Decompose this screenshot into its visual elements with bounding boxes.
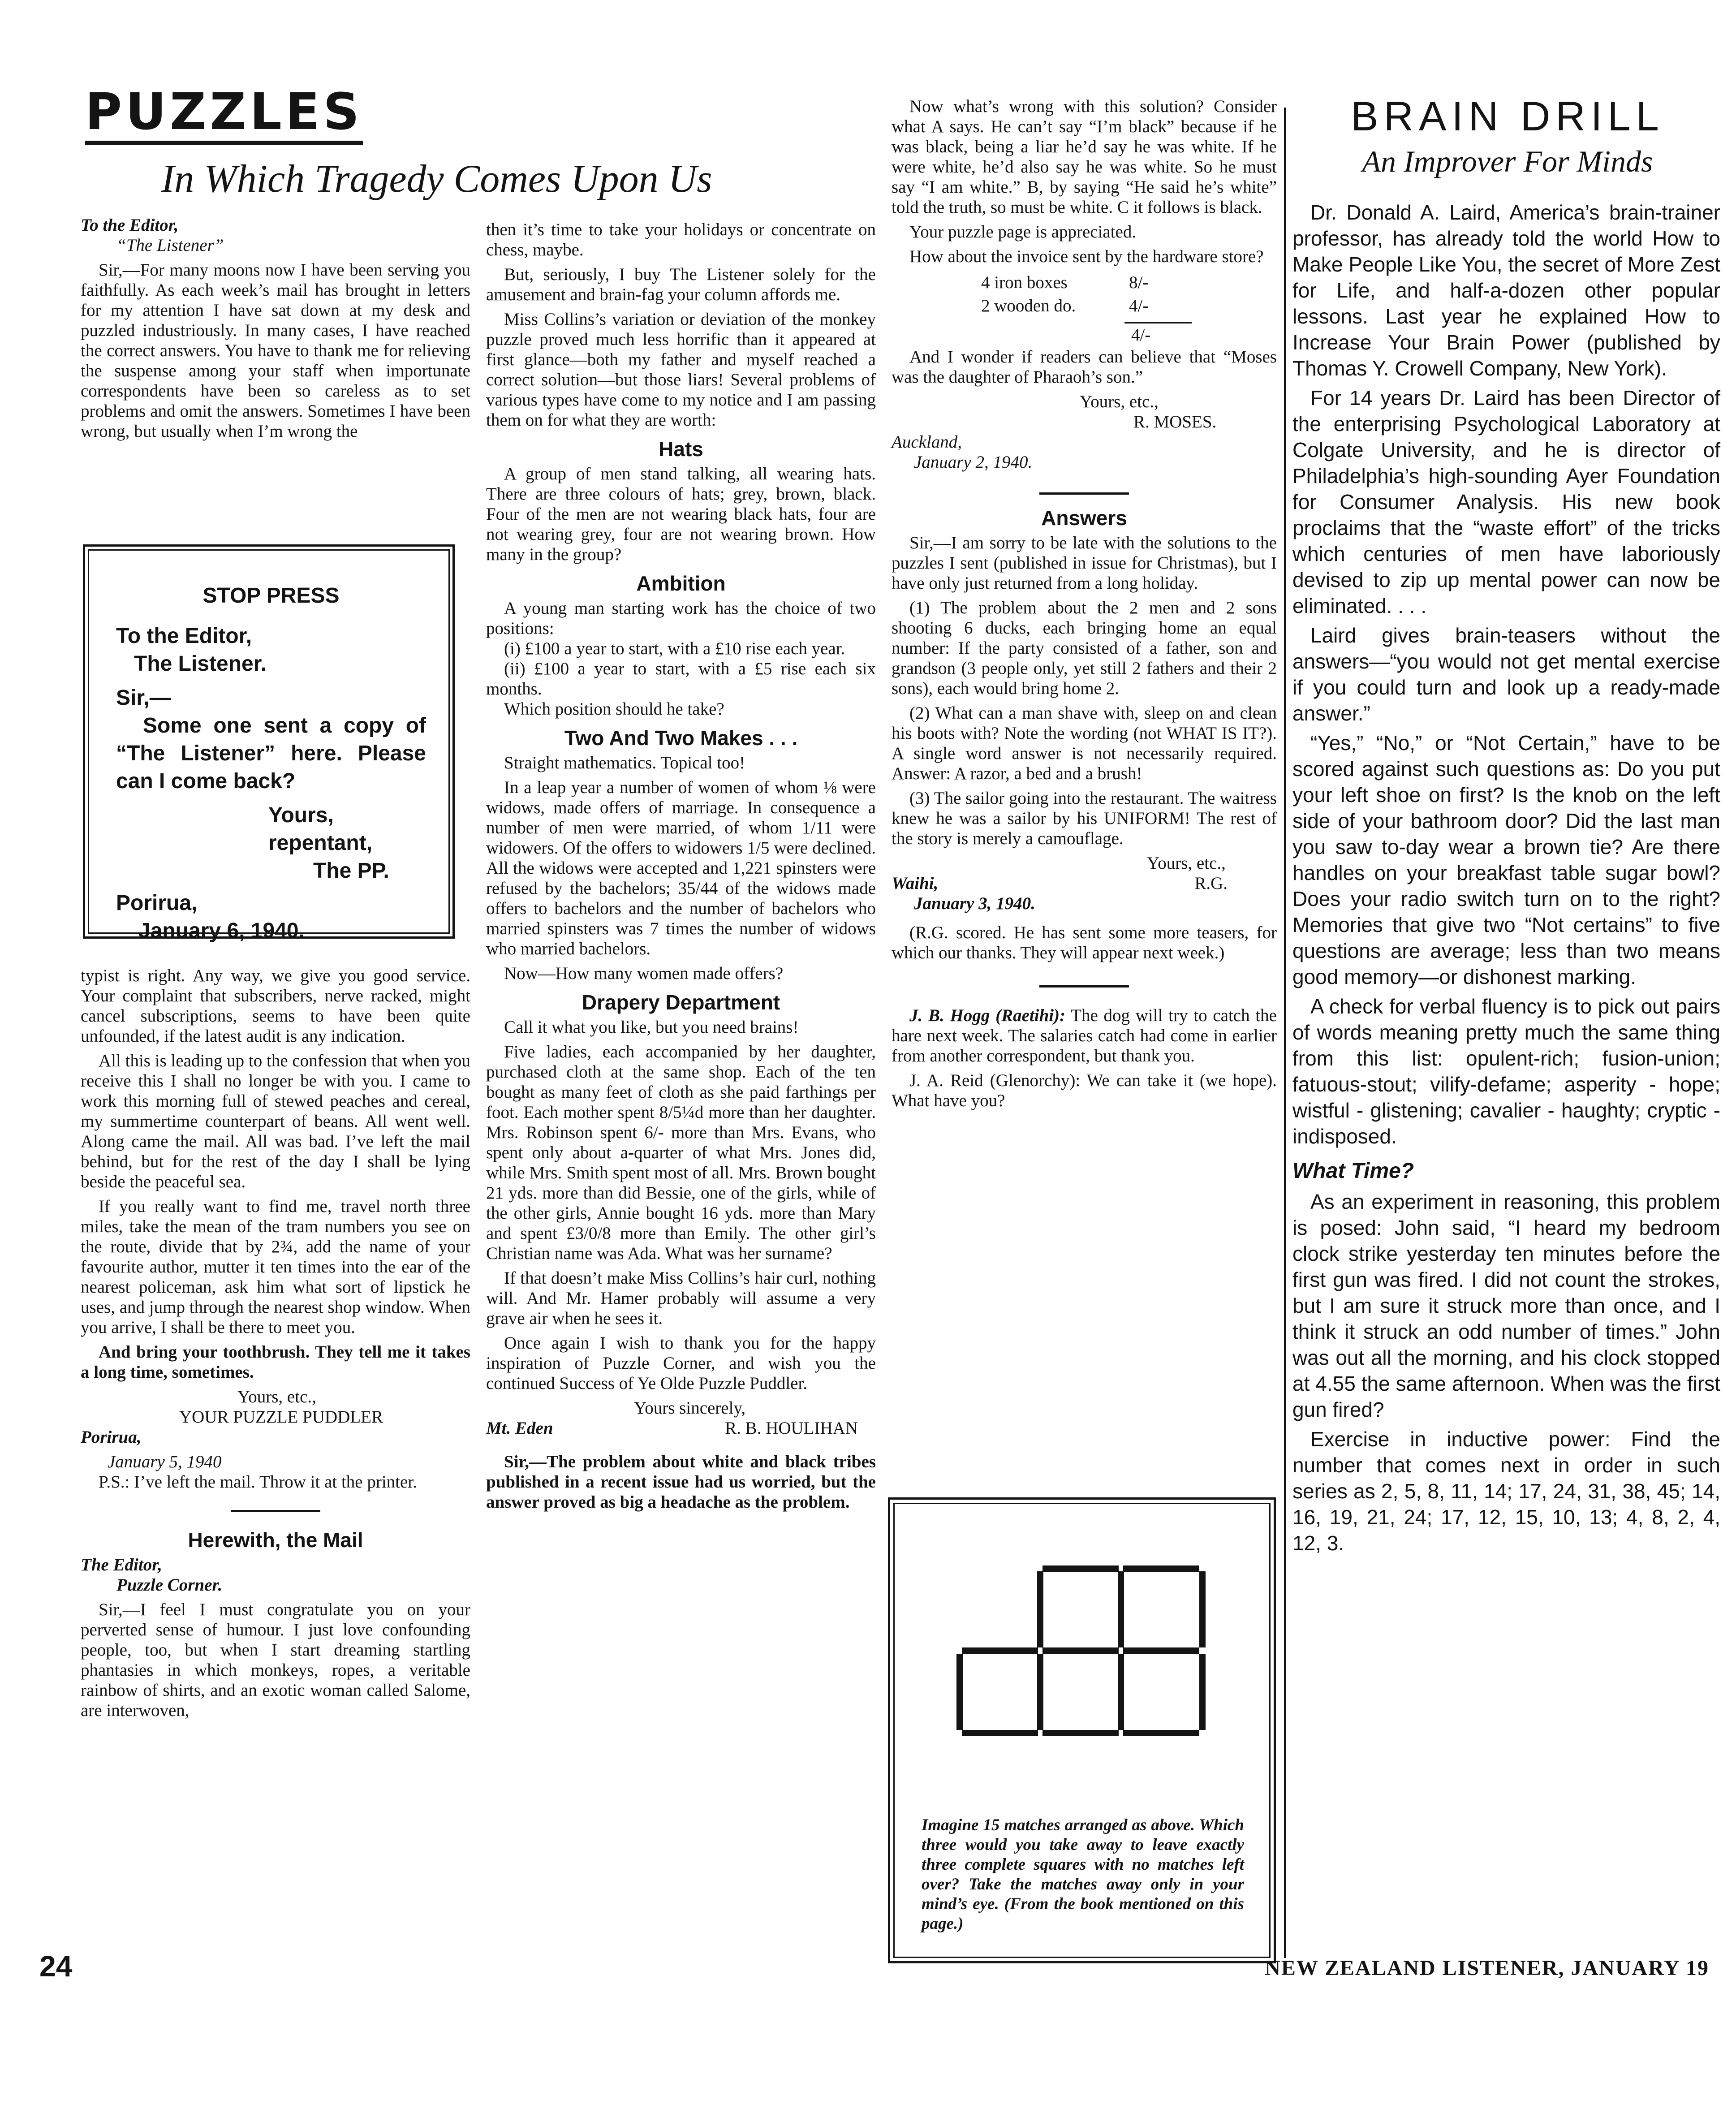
match-5 — [1199, 1571, 1206, 1647]
stop-press-line7: Porirua, — [116, 891, 198, 915]
brain-drill-body — [1292, 199, 1720, 1560]
invoice-total: 4/- — [1131, 325, 1151, 345]
answers-date: January 3, 1940. — [914, 894, 1035, 913]
match-14 — [1042, 1730, 1119, 1736]
match-10 — [1037, 1654, 1043, 1730]
stop-press-inner — [88, 549, 450, 943]
matches-figure-box — [888, 1497, 1276, 1963]
stop-press-line3: Sir,— — [116, 686, 171, 710]
letter1-p3: If you really want to find me, travel north three miles, take the mean of the tram numbers you see on the route, divide that by 2¾, add the name of your favourite author, mutter it ten times into the ear of the nearest policeman, ask him what sort of lipstick he uses, and jump through the nearest shop window. When you arrive, I shall be there to meet you. — [81, 1197, 470, 1337]
puzzles-title: PUZZLES — [85, 85, 363, 145]
white-black-p4: How about the invoice sent by the hardware store? — [909, 247, 1264, 266]
mail-p1-cont: then it’s time to take your holidays or concentrate on chess, maybe. — [486, 220, 876, 259]
mail-place: Mt. Eden — [486, 1419, 553, 1438]
match-12 — [1199, 1654, 1206, 1730]
mail-yours: Yours sincerely, — [634, 1398, 746, 1418]
stop-press-line6: The PP. — [313, 859, 389, 883]
letter1-p2: All this is leading up to the confession that when you receive this I shall no longer be with you. I came to work this morning full of stewed peaches and cereal, my summertime counterpart of beans. All went well. Along came the mail. All was bad. I’ve left the mail behind, but for the rest of the day I shall be lying beside the peaceful sea. — [81, 1051, 470, 1191]
white-black-place: Auckland, — [892, 432, 962, 452]
letter1-date: January 5, 1940 — [108, 1452, 222, 1471]
brain-drill-p1: Dr. Donald A. Laird, America’s brain-trainer professor, has already told the world How to Make People Like You, the secret of More Zest for Life, and half-a-dozen other popular lessons. Last year he explained How to Increase Your Brain Power (published by Thomas Y. Crowell Company, New York). — [1292, 201, 1720, 380]
two-and-two-p1: Straight mathematics. Topical too! — [504, 753, 745, 772]
two-and-two-p2: In a leap year a number of women of whom ⅛ were widows, made offers of marriage. In consequence a number of men were married, of whom 1/11 were widowers. Of the offers to widowers 1/5 were declined. All the widows were accepted and 1,221 spinsters were refused by the bachelors; 35/44 of the widows made offers to bachelors and the number of bachelors who married spinsters was 7 times the number of widows who married bachelors. — [486, 778, 876, 958]
letter1-p4: And bring your toothbrush. They tell me it takes a long time, sometimes. — [81, 1342, 470, 1382]
letter1-top — [81, 215, 470, 446]
mail-column — [486, 220, 876, 1517]
invoice-row-2 — [981, 294, 1277, 318]
letter1-bottom — [81, 966, 470, 1725]
divider-rule — [231, 1510, 320, 1512]
match-2 — [1123, 1565, 1199, 1572]
stop-press-line4: Some one sent a copy of “The Listener” here. Please can I come back? — [116, 714, 426, 793]
letter1-p1: Sir,—For many moons now I have been serving you faithfully. As each week’s mail has brought in letters for my attention I have sat down at my desk and puzzled industriously. In many cases, I have reached the correct answers. You have to thank me for relieving the suspense among your staff when importunate correspondents have been so careless as to set problems and omit the answers. Sometimes I have been wrong, but usually when I’m wrong the — [81, 260, 470, 441]
mail-signer: R. B. HOULIHAN — [725, 1419, 858, 1438]
matches-group — [956, 1565, 1206, 1736]
drapery-p2: Five ladies, each accompanied by her daughter, purchased cloth at the same shop. Each of the ten bought as many feet of cloth as she paid farthings per foot. Each mother spent 8/5¼d more than her daughter. Mrs. Robinson spent 6/- more than Mrs. Evans, who spent only about a-quarter of what Mrs. Jones did, while Mrs. Smith spent most of all. Mrs. Brown bought 21 yds. more than did Bessie, one of the girls, while of the other girls, Annie bought 16 yds. more than Mary and spent £3/0/8 more than Emily. The other girl’s Christian name was Ada. What was her surname? — [486, 1042, 876, 1263]
stop-press-line2: The Listener. — [134, 652, 267, 676]
stop-press-line5: Yours, repentant, — [268, 803, 373, 855]
match-11 — [1118, 1654, 1124, 1730]
mail-heading: Herewith, the Mail — [188, 1528, 363, 1552]
answers-p2: (1) The problem about the 2 men and 2 sons shooting 6 ducks, each bringing home an equal number: If the party consisted of a father, son and grandson (3 people only, yet still 2 fathers and their 2 sons), each would bring home 2. — [892, 598, 1277, 698]
hats-heading: Hats — [659, 437, 703, 461]
white-black-p5: And I wonder if readers can believe that “Moses was the daughter of Pharaoh’s son.” — [892, 347, 1277, 387]
match-4 — [1118, 1571, 1124, 1647]
brain-drill-p7: Exercise in inductive power: Find the number that comes next in order in such series as 2, 5, 8, 11, 14; 17, 24, 31, 38, 45; 14, 16, 19, 21, 24; 17, 12, 15, 10, 13; 4, 8, 2, 4, 12, 3. — [1292, 1427, 1720, 1555]
letter1-signer: YOUR PUZZLE PUDDLER — [179, 1407, 383, 1427]
white-black-p3: Your puzzle page is appreciated. — [909, 222, 1137, 241]
two-and-two-heading: Two And Two Makes . . . — [564, 726, 798, 750]
letter1-salutation-2: “The Listener” — [116, 236, 224, 255]
ambition-text: A young man starting work has the choice of two positions: — [486, 599, 876, 638]
match-6 — [962, 1647, 1038, 1654]
white-black-p1: Sir,—The problem about white and black tribes published in a recent issue had us worried, but the answer proved as big a headache as the problem. — [486, 1452, 876, 1512]
two-and-two-question: Now—How many women made offers? — [504, 964, 784, 983]
reply-2 — [892, 1070, 1277, 1111]
masthead: NEW ZEALAND LISTENER, JANUARY 19 — [1265, 1956, 1709, 1980]
match-9 — [956, 1654, 963, 1730]
white-black-signer: R. MOSES. — [1133, 412, 1217, 431]
drapery-p4: Once again I wish to thank you for the happy inspiration of Puzzle Corner, and wish you the continued Success of Ye Olde Puzzle Puddler. — [486, 1333, 876, 1393]
match-7 — [1042, 1647, 1119, 1654]
answers-p4: (3) The sailor going into the restaurant. The waitress knew he was a sailor by his UNIFORM! The rest of the story is merely a camouflage. — [892, 789, 1277, 848]
invoice-price-2: 4/- — [1129, 296, 1149, 315]
page-number: 24 — [39, 1949, 73, 1983]
puzzles-subtitle: In Which Tragedy Comes Upon Us — [161, 157, 712, 201]
answers-signature-line — [892, 873, 1277, 893]
reply-2-text: We can take it (we hope). What have you? — [892, 1071, 1277, 1110]
reply-1-name: J. B. Hogg (Raetihi): — [909, 1006, 1066, 1025]
stop-press-line8: January 6, 1940. — [138, 919, 305, 943]
column-divider — [1284, 108, 1286, 1958]
drapery-p1: Call it what you like, but you need brains! — [504, 1018, 799, 1037]
stop-press-line1: To the Editor, — [116, 624, 252, 648]
invoice-item-2: 2 wooden do. — [981, 296, 1076, 315]
answers-place: Waihi, — [892, 874, 939, 893]
brain-drill-p4: “Yes,” “No,” or “Not Certain,” have to be scored against such questions as: Do you put your left shoe on first? Is the knob on the left side of your bathroom door? Did the last man you saw to-day wear a brown tie? Are there handles on your breakfast table sugar bowl? Does your radio switch turn on to the right? Memories that give two “Not certains” to five questions are average; less than two means good memory—or dishonest marking. — [1292, 731, 1720, 988]
mail-salutation-1: The Editor, — [81, 1555, 163, 1574]
white-black-p2: Now what’s wrong with this solution? Consider what A says. He can’t say “I’m black” because if he was black, being a liar he’d say he was white. If he were white, he’d also say he was white. So he must say “I am white.” B, by saying “He said he’s white” told the truth, so must be white. C it follows is black. — [892, 97, 1277, 217]
letter1-p1-cont: typist is right. Any way, we give you good service. Your complaint that subscribers, nerve racked, might cancel subscriptions, seems to have been quite unfounded, if the latest audit is any indication. — [81, 966, 470, 1046]
matches-figure-inner — [893, 1503, 1271, 1958]
letter1-salutation-1: To the Editor, — [81, 216, 179, 235]
match-1 — [1042, 1565, 1119, 1572]
drapery-heading: Drapery Department — [582, 991, 780, 1014]
mail-p3: Miss Collins’s variation or deviation of the monkey puzzle proved much less horrific than it appeared at first glance—both my father and myself reached a correct solution—but those liars! Several problems of various types have come to my notice and I am passing them on for what they are worth: — [486, 310, 876, 430]
mail-salutation-2: Puzzle Corner. — [116, 1575, 223, 1595]
brain-drill-title: BRAIN DRILL — [1351, 94, 1664, 139]
brain-drill-p3: Laird gives brain-teasers without the answers—“you would not get mental exercise if you could turn and look up a ready-made answer.” — [1292, 624, 1720, 725]
reply-2-name: J. A. Reid (Glenorchy): — [909, 1071, 1081, 1090]
match-15 — [1123, 1730, 1199, 1736]
ambition-option-i: (i) £100 a year to start, with a £10 rise each year. — [504, 639, 845, 658]
reply-1 — [892, 1005, 1277, 1066]
invoice-price-1: 8/- — [1129, 273, 1149, 292]
letter1-ps: P.S.: I’ve left the mail. Throw it at the printer. — [99, 1472, 417, 1492]
invoice-row-1 — [981, 271, 1277, 294]
answers-p3: (2) What can a man shave with, sleep on and clean his boots with? Note the wording (not WHAT IS IT?). A single word answer is not necessarily required. Answer: A razor, a bed and a brush! — [892, 703, 1277, 783]
white-black-column — [892, 96, 1277, 1115]
match-3 — [1037, 1571, 1043, 1647]
answers-yours: Yours, etc., — [1147, 854, 1226, 873]
divider-rule-3 — [1039, 985, 1129, 988]
what-time-heading: What Time? — [1292, 1159, 1414, 1183]
matches-caption: Imagine 15 matches arranged as above. Which three would you take away to leave exactly three complete squares with no matches left over? Take the matches away only in your mind’s eye. (From the book mentioned on this page.) — [922, 1816, 1244, 1933]
answers-signer: R.G. — [1194, 874, 1228, 893]
mail-p1: Sir,—I feel I must congratulate you on your perverted sense of humour. I just love confounding people, too, but when I start dreaming startling phantasies in which monkeys, ropes, a veritable rainbow of shirts, and an exotic woman called Salome, are interwoven, — [81, 1600, 470, 1720]
mail-signature-line — [486, 1418, 876, 1438]
brain-drill-p5: A check for verbal fluency is to pick out pairs of words meaning pretty much the same thing from this list: opulent-rich; fusion-union; fatuous-stout; vilify-defame; asperity - hope; wistful - glistening; cavalier - haughty; cryptic - indisposed. — [1292, 995, 1720, 1148]
ambition-heading: Ambition — [636, 572, 726, 595]
brain-drill-p6: As an experiment in reasoning, this problem is posed: John said, “I heard my bedroom clock strike yesterday ten minutes before the first gun was fired. I did not count the strokes, but I am sure it struck more than once, and I think it struck an odd number of times.” John was out all the morning, and his clock stopped at 4.55 the same afternoon. When was the first gun fired? — [1292, 1190, 1720, 1421]
brain-drill-subtitle: An Improver For Minds — [1362, 144, 1653, 178]
answers-heading: Answers — [1041, 506, 1127, 530]
invoice-table — [981, 271, 1277, 347]
matches-diagram — [895, 1504, 1276, 1800]
drapery-p3: If that doesn’t make Miss Collins’s hair curl, nothing will. And Mr. Hamer probably will assume a very grave air when he sees it. — [486, 1268, 876, 1328]
letter1-place: Porirua, — [81, 1427, 142, 1447]
match-13 — [962, 1730, 1038, 1736]
white-black-yours: Yours, etc., — [1080, 392, 1159, 411]
white-black-date: January 2, 1940. — [914, 453, 1033, 472]
answers-note: (R.G. scored. He has sent some more teasers, for which our thanks. They will appear next week.) — [892, 923, 1277, 962]
letter1-yours: Yours, etc., — [237, 1387, 316, 1406]
divider-rule-2 — [1039, 492, 1129, 495]
mail-p2: But, seriously, I buy The Listener solely for the amusement and brain-fag your column affords me. — [486, 265, 876, 304]
ambition-question: Which position should he take? — [504, 699, 724, 719]
stop-press-title: STOP PRESS — [202, 584, 340, 608]
hats-text: A group of men stand talking, all wearing hats. There are three colours of hats; grey, brown, black. Four of the men are not wearing black hats, four are not wearing grey, four are not wearing brown. How many in the group? — [486, 464, 876, 564]
reply-1-text: The dog will try to catch the hare next week. The salaries catch had come in earlier from another correspondent, but thank you. — [892, 1006, 1277, 1065]
answers-p1: Sir,—I am sorry to be late with the solutions to the puzzles I sent (published in issue for Christmas), but I have only just returned from a long holiday. — [892, 533, 1277, 593]
match-8 — [1123, 1647, 1199, 1654]
invoice-item-1: 4 iron boxes — [981, 273, 1068, 292]
brain-drill-p2: For 14 years Dr. Laird has been Director of the enterprising Psychological Laboratory at Colgate University, and he is director of Philadelphia’s high-sounding Ayer Foundation for Consumer Analysis. His new book proclaims that the “waste effort” of the tricks which centuries of men have laboriously devised to zip up mental power can now be eliminated. . . . — [1292, 386, 1720, 617]
ambition-option-ii: (ii) £100 a year to start, with a £5 rise each six months. — [486, 659, 876, 699]
stop-press-box — [83, 544, 455, 943]
